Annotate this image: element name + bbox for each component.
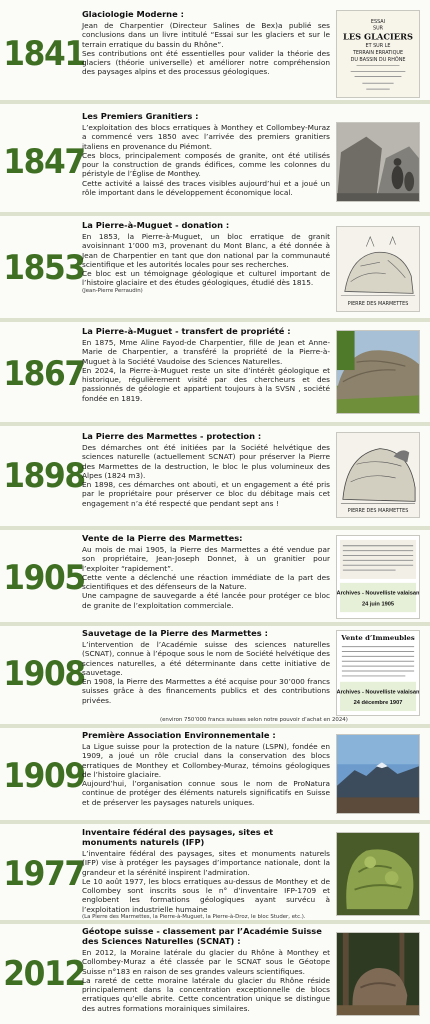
entry-title: Inventaire fédéral des paysages, sites et monuments naturels (IFP): [82, 827, 274, 847]
timeline-entry-1847: [0, 104, 430, 216]
timeline-entry-1905: [0, 530, 430, 626]
book-line: LES GLACIERS: [343, 31, 413, 42]
archive-date: 24 juin 1905: [361, 601, 395, 608]
timeline-entry-1898: [0, 426, 430, 530]
year-label: 1847: [3, 142, 85, 182]
entry-note: (Jean-Pierre Perraudin): [82, 287, 143, 294]
book-line: ESSAI: [370, 18, 386, 25]
forest-boulder-photo-image: [336, 932, 420, 1016]
image-caption: PIERRE DES MARMETTES: [347, 508, 409, 515]
newspaper-clipping-image: [336, 535, 420, 619]
entry-content: [82, 533, 330, 610]
entry-body: L’exploitation des blocs erratiques à Monthey et Collombey-Muraz a commencé vers 1850 avec l’arrivée des premiers granitiers italiens en provenance du Piémont. Ces blocs, principalement composés de granite, ont été utilisés pour la construction de grands édifices, comme les colonnes du péristyle de l’Église de Monthey. Cette activité a laissé des traces visibles aujourd’hui et a joué un rôle important dans le développement économique local.: [82, 123, 330, 198]
entry-body: Jean de Charpentier (Directeur Salines de Bex)a publié ses conclusions dans un livre intitulé “Essai sur les glaciers et sur le terrain erratique du bassin du Rhône”. Ses contributions ont été essentielles pour valider la théorie des glaciers (théorie universelle) et améliorer notre compréhension des paysages alpins et des processus géologiques.: [82, 21, 330, 77]
book-title-page-image: [336, 10, 420, 98]
entry-body: En 2012, la Moraine latérale du glacier du Rhône à Monthey et Collombey-Muraz a été classée par le SCNAT sous le Géotope Suisse n°183 en raison de ses grandes valeurs scientifiques. La rareté de cette moraine latérale du glacier du Rhône réside principalement dans la concentration exceptionnelle de blocs erratiques qu’elle abrite. Cette concentration unique se distingue des autres formations morainiques similaires.: [82, 948, 330, 1013]
entry-body: La Ligue suisse pour la protection de la nature (LSPN), fondée en 1909, a joué un rôle crucial dans la conservation des blocs erratiques de Monthey et Collombey-Muraz, témoins géologiques de l’histoire glaciaire. Aujourd’hui, l’organisation connue sous le nom de ProNatura continue de protéger des éléments naturels significatifs en Suisse et de préserver les paysages naturels uniques.: [82, 742, 330, 807]
entry-content: [82, 926, 330, 1013]
entry-body: En 1853, la Pierre-à-Muguet, un bloc erratique de granit avoisinnant 1’000 m3, provenant du Mont Blanc, a été donnée à Jean de Charpentier en tant que don national par la communauté scientifique et les autorités locales pour ses recherches. Ce bloc est un témoignage géologique et culturel important de l’histoire glaciaire et des études géologiques, étudié dès 1815.: [82, 232, 330, 288]
year-label: 1853: [3, 248, 85, 288]
entry-title: La Pierre-à-Muguet - transfert de propriété :: [82, 326, 291, 336]
entry-content: [82, 827, 330, 921]
image-caption: PIERRE DES MARMETTES: [347, 301, 409, 308]
year-label: 2012: [3, 954, 85, 994]
book-line: ET SUR LE: [365, 43, 391, 50]
clipping-heading: Vente d’Immeubles: [341, 633, 415, 642]
year-label: 1867: [3, 354, 85, 394]
entry-content: [82, 111, 330, 197]
timeline-entry-1867: [0, 322, 430, 426]
entry-content: [82, 730, 330, 807]
timeline-entry-1908: [0, 626, 430, 728]
marmettes-engraving-image: [336, 432, 420, 518]
entry-body: Au mois de mai 1905, la Pierre des Marmettes a été vendue par son propriétaire, Jean-Joseph Donnet, à un granitier pour l’exploiter “rapidement”. Cette vente a déclenché une réaction immédiate de la part des scientifiques et des défenseurs de la Nature. Une campagne de sauvegarde a été lancée pour protéger ce bloc de granite de l’exploitation commerciale.: [82, 545, 330, 610]
year-label: 1908: [3, 654, 85, 694]
entry-body: Des démarches ont été initiées par la Société helvétique des sciences naturelle (actuellement SCNAT) pour préserver la Pierre des Marmettes de la destruction, le bloc le plus volumineux des Alpes (1824 m3). En 1898, ces démarches ont abouti, et un engagement a été pris par le propriétaire pour préserver ce bloc du débitage mais cet engagement n’a été respecté que pendant sept ans !: [82, 443, 330, 508]
book-line: DU BASSIN DU RHÔNE: [350, 56, 406, 63]
timeline-entry-1841: [0, 0, 430, 104]
year-label: 1977: [3, 854, 85, 894]
entry-body: En 1875, Mme Aline Fayod-de Charpentier, fille de Jean et Anne-Marie de Charpentier, a transféré la propriété de la Pierre-à-Muguet à la Société Vaudoise des Sciences Naturelles. En 2024, la Pierre-à-Muguet reste un site d’intérêt géologique et historique, régulièrement visité par des chercheurs et des passionnés de géologie et appartient toujours à la SVSN , société fondée en 1819.: [82, 338, 330, 403]
archive-source: Archives - Nouvelliste valaisan: [337, 590, 419, 597]
year-label: 1898: [3, 456, 85, 496]
entry-title: La Pierre-à-Muguet - donation :: [82, 220, 230, 230]
entry-note: (La Pierre des Marmettes, la Pierre-à-Muguet, la Pierre-à-Droz, le bloc Studer, etc.).: [82, 914, 306, 921]
entry-content: [82, 220, 330, 295]
timeline-entry-1853: [0, 216, 430, 322]
entry-body: L’inventaire fédéral des paysages, sites et monuments naturels (IFP) vise à protéger les paysages d’importance nationale, dont la grandeur et la sérénité inspirent l’admiration. Le 10 août 1977, les blocs erratiques au-dessus de Monthey et de Collombey sont inscrits sous le n° d’inventaire IFP-1709 et englobent les formations géologiques ayant survécu à l’exploitation industrielle humaine: [82, 849, 330, 914]
entry-content: [82, 628, 330, 705]
boulder-photo-image: [336, 330, 420, 414]
entry-title: Géotope suisse - classement par l’Académie Suisse des Sciences Naturelles (SCNAT) :: [82, 926, 322, 946]
entry-body: L’intervention de l’Académie suisse des sciences naturelles (SCNAT), connue à l’époque sous le nom de Société helvétique des sciences naturelles, a été déterminante dans cette initiative de sauvetage. En 1908, la Pierre des Marmettes a été acquise pour 30’000 francs suisses grâce à des financements publics et des contributions privées.: [82, 640, 330, 705]
entry-content: [82, 431, 330, 508]
book-line: TERRAIN ERRATIQUE: [352, 50, 404, 56]
entry-title: Sauvetage de la Pierre des Marmettes :: [82, 628, 268, 638]
newspaper-clipping-image: [336, 630, 420, 716]
timeline-entry-2012: [0, 924, 430, 1024]
boulder-engraving-image: [336, 226, 420, 312]
mountain-photo-image: [336, 734, 420, 814]
archive-source: Archives - Nouvelliste valaisan: [337, 689, 419, 696]
timeline-entry-1977: [0, 824, 430, 924]
year-label: 1841: [3, 34, 85, 74]
book-line: SUR: [372, 25, 384, 32]
year-label: 1905: [3, 558, 85, 598]
entry-content: [82, 326, 330, 403]
entry-note: (environ 750’000 francs suisses selon notre pouvoir d’achat en 2024): [160, 717, 348, 723]
entry-title: La Pierre des Marmettes - protection :: [82, 431, 262, 441]
quarry-photo-image: [336, 122, 420, 202]
mossy-boulder-photo-image: [336, 832, 420, 916]
year-label: 1909: [3, 756, 85, 796]
timeline-entry-1909: [0, 728, 430, 824]
entry-content: [82, 9, 330, 77]
archive-date: 24 décembre 1907: [353, 700, 403, 707]
entry-title: Glaciologie Moderne :: [82, 9, 184, 19]
entry-title: Première Association Environnementale :: [82, 730, 276, 740]
entry-title: Vente de la Pierre des Marmettes:: [82, 533, 243, 543]
entry-title: Les Premiers Granitiers :: [82, 111, 199, 121]
